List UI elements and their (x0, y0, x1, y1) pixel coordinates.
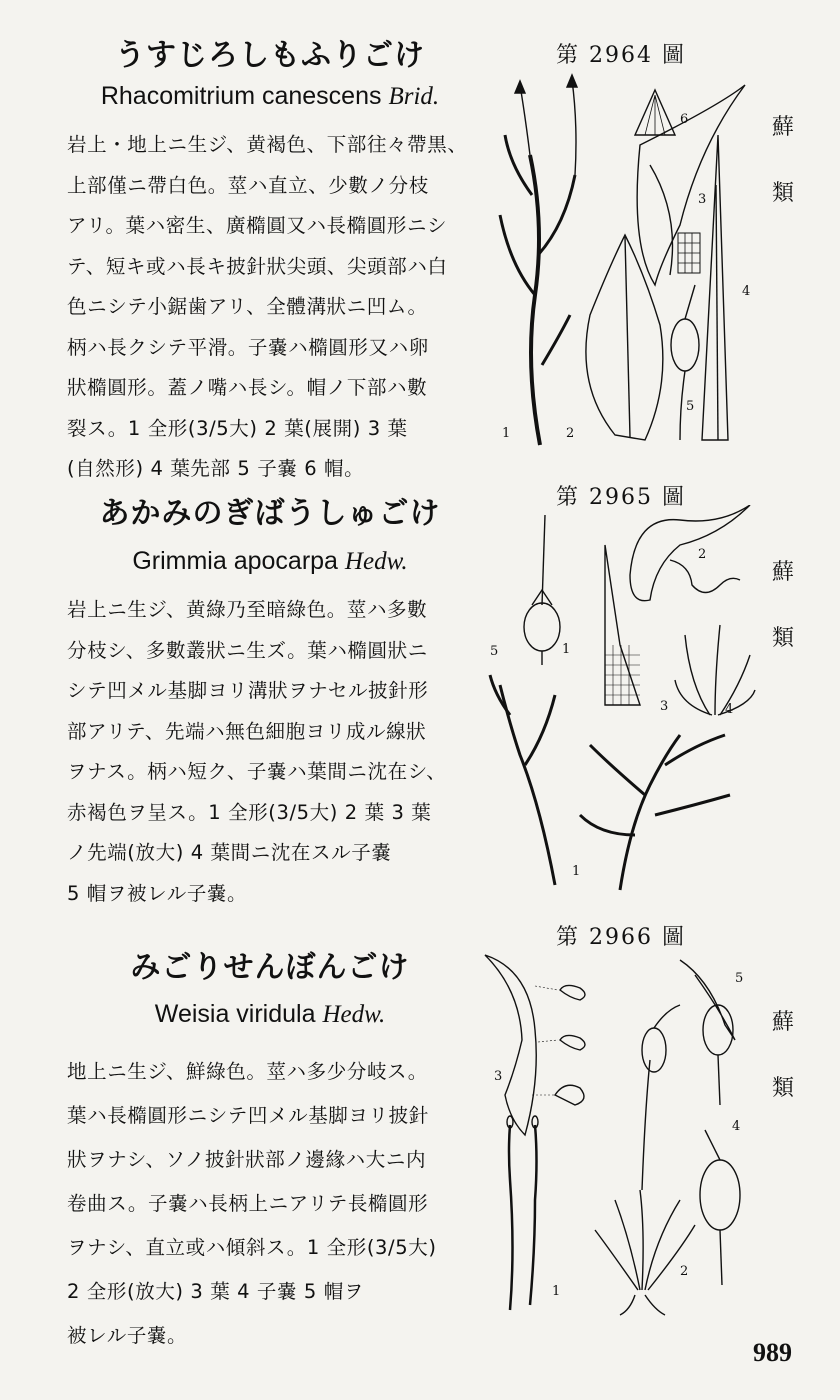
figure-plate-2966 (480, 950, 760, 1320)
figure-number: 6 (680, 112, 689, 127)
moss-illustration (480, 505, 760, 895)
description-line: 上部僅ニ帶白色。莖ハ直立、少數ノ分枝 (67, 173, 429, 197)
figure-label: 第 2965 圖 (556, 485, 686, 510)
figure-label: 第 2964 圖 (556, 43, 686, 68)
figure-number: 1 (562, 642, 571, 657)
figure-number: 5 (490, 644, 499, 659)
scientific-author: Hedw. (344, 548, 408, 575)
species-japanese-name: みごりせんぼんごけ (130, 950, 410, 985)
figure-number: 2 (680, 1264, 689, 1279)
species-japanese-name: あかみのぎばうしゅごけ (99, 496, 441, 531)
scientific-binomial: Weisia viridula (154, 1000, 316, 1028)
page-number: 989 (753, 1338, 792, 1367)
figure-number: 4 (732, 1119, 741, 1134)
figure-number: 4 (725, 702, 734, 717)
figure-plate-2964 (480, 65, 760, 455)
description-line: 色ニシテ小鋸歯アリ、全體溝狀ニ凹ム。 (67, 295, 428, 318)
figure-number: 3 (494, 1069, 503, 1084)
description-line: 部アリテ、先端ハ無色細胞ヨリ成ル線狀 (67, 719, 427, 743)
figure-label: 第 2966 圖 (556, 925, 686, 950)
description-line: 卷曲ス。子嚢ハ長柄上ニアリテ長橢圓形 (67, 1192, 429, 1215)
description-line: シテ凹メル基脚ヨリ溝狀ヲナセル披針形 (67, 679, 429, 702)
species-japanese-name: うすじろしもふりごけ (115, 38, 425, 73)
scientific-author: Hedw. (322, 1001, 386, 1028)
species-description (67, 125, 467, 490)
category-label: 蘚 類 (771, 1010, 794, 1101)
figure-number: 1 (502, 426, 511, 441)
figure-number: 3 (698, 192, 707, 207)
category-label: 蘚 類 (771, 560, 794, 651)
description-line: ノ先端(放大) 4 葉間ニ沈在スル子嚢 (67, 841, 392, 864)
figure-number: 3 (660, 699, 669, 714)
figure-number: 2 (698, 547, 707, 562)
description-line: 地上ニ生ジ、鮮綠色。莖ハ多少分岐ス。 (67, 1060, 428, 1083)
scientific-author: Brid. (388, 83, 440, 110)
description-line: ヲナシ、直立或ハ傾斜ス。1 全形(3/5大) (67, 1236, 437, 1259)
scientific-binomial: Grimmia apocarpa (132, 547, 338, 575)
description-line: アリ。葉ハ密生、廣橢圓又ハ長橢圓形ニシ (67, 214, 448, 237)
figure-number: 5 (686, 399, 695, 414)
figure-plate-2965 (480, 505, 760, 895)
species-description (67, 1050, 467, 1358)
description-line: 葉ハ長橢圓形ニシテ凹メル基脚ヨリ披針 (67, 1104, 429, 1127)
species-scientific-name (55, 1000, 485, 1029)
moss-illustration (480, 950, 760, 1320)
description-line: 裂ス。1 全形(3/5大) 2 葉(展開) 3 葉 (67, 416, 408, 440)
description-line: 柄ハ長クシテ平滑。子嚢ハ橢圓形又ハ卵 (67, 335, 429, 359)
figure-number: 5 (735, 971, 744, 986)
species-description (67, 590, 467, 914)
figure-number: 4 (742, 284, 751, 299)
figure-number: 1 (572, 864, 581, 879)
scientific-binomial: Rhacomitrium canescens (100, 82, 382, 110)
description-line: 2 全形(放大) 3 葉 4 子嚢 5 帽ヲ (67, 1280, 364, 1303)
description-line: 狀ヲナシ、ソノ披針狀部ノ邊緣ハ大ニ内 (67, 1148, 427, 1171)
figure-number: 2 (566, 426, 575, 441)
description-line: 岩上・地上ニ生ジ、黄褐色、下部往々帶黒、 (67, 133, 468, 156)
species-scientific-name (55, 82, 485, 111)
description-line: 赤褐色ヲ呈ス。1 全形(3/5大) 2 葉 3 葉 (67, 800, 432, 824)
description-line: テ、短キ或ハ長キ披針狀尖頭、尖頭部ハ白 (67, 254, 448, 278)
figure-number: 1 (552, 1284, 561, 1299)
moss-illustration (480, 65, 760, 455)
species-scientific-name (55, 547, 485, 576)
description-line: (自然形) 4 葉先部 5 子嚢 6 帽。 (67, 457, 365, 480)
description-line: 5 帽ヲ被レル子嚢。 (67, 881, 248, 905)
description-line: ヲナス。柄ハ短ク、子嚢ハ葉間ニ沈在シ、 (67, 760, 447, 783)
description-line: 被レル子嚢。 (67, 1324, 188, 1347)
category-label: 蘚 類 (771, 115, 794, 206)
description-line: 岩上ニ生ジ、黄綠乃至暗綠色。莖ハ多數 (67, 598, 428, 621)
description-line: 狀橢圓形。蓋ノ嘴ハ長シ。帽ノ下部ハ數 (67, 376, 428, 399)
description-line: 分枝シ、多數叢狀ニ生ズ。葉ハ橢圓狀ニ (67, 638, 428, 662)
